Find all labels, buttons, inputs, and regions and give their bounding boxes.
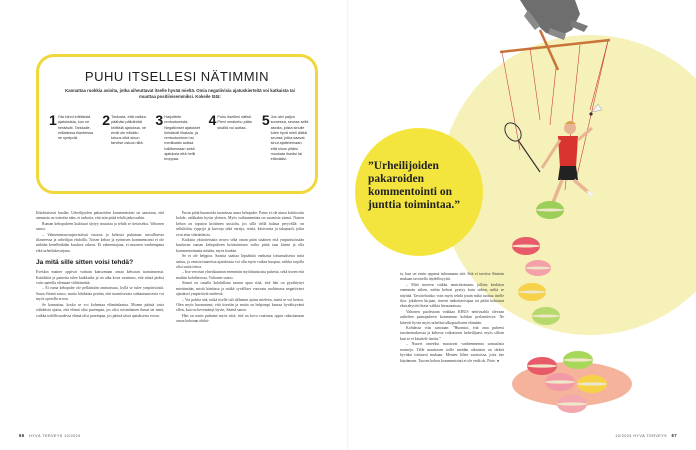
tip-step-text: Ota kiinni kriittisistä ajatuksista, kun ne heräävät. Tarkkaile, millaisissa tilanteissa ne syntyvät. (57, 115, 94, 141)
body-column-2 (176, 211, 304, 436)
body-paragraph: – Valmentmuuvurpiirtsäissä ruoasta ja kehosta puhutaan turvallisessa tilanteessa ja urheilijan ehdoilla. Toisen kehon ja syömisen kommentointi ei ole mikään kenelleäkään kuuluva oikeus. Ei valmentajana, ei muonen vanhempana eikä urheilukavarjana. (36, 232, 164, 253)
tip-step-5 (262, 113, 309, 188)
body-paragraph: – Mitä moreen vaikka neutraloimaan, jolloin keskityn enemmän siihen, mihin kehosi pystyy kuin siihen, miltä se näyttää. Tavoiteltaisko voin myös tehdä jotain mikä tuottaa itselle iloa: jokaheen kirjaan, itseeni tanhottavistpaa tai päätä kohtanut ekstrahyvää ihotta valikia hienontaisua. (400, 282, 504, 309)
body-paragraph: Se ei ole helppoa. Saastia saattaa löpsähtää vanhasta tottumuksesta mitä sattuu, ja omista tunneista ajatuksista voi olla myös vaikea huopua, vaikka tarjolla olisi uutta tietoa. (176, 254, 304, 270)
body-paragraph: Kaikista yksiotteisatin neuvo sekä oman pään sisäinen että ympäristössään kuuluvan ruman kehopuheen kritisoimisen voiko pitää taas kiinni ja olla kommentoimatta mitään, myös itseään. (176, 238, 304, 253)
footer-brand-right: 10/2024 HYVÄ TERVEYS (615, 434, 668, 438)
page-number-right: 67 (671, 433, 677, 438)
tip-step-number: 5 (261, 112, 270, 128)
body-paragraph: – Itse veroisin yhteiskunnan enemmän myötätuntoista puhetta, sekä itseen että muihin kohdistuvaa, Valtonen sanoo. (176, 270, 304, 280)
body-paragraph: Eveskin mainer oppivat varhain kansomaan omaa kehoaan tuominnvasti. Kritiikkiä ja painetta tulee kaikkialta ja on aika kova vaatimus, että niistä pitäisi vain opetella olemaan välittämättä. (36, 270, 164, 286)
body-paragraph: Se kannattaa, koska se voi kohentaa elämänlaatua. Monen päästä tosia siihdeistä ajatus, että elämä olisi parempaa, jos olisi toisenlainen ihmat tai nenä, vaikka todellisuudessa elämä olisi parempaa, jos päästä tässä ajatuksesta eroon. (36, 302, 164, 318)
body-column-1 (36, 211, 164, 436)
sidebar-intro: Kannattaa ruokkia asioita, jotka aiheuttavat itselle hyvää mieltä. Omia negatiivisia ajatuskierteitä voi katkaista tai muuttaa positiivisemmiksi. Kokeile tätä: (65, 88, 295, 99)
body-paragraph: Ruman kehopuheen kulttuuri täytyy muuttaa ja tehdä se tietoiseksi. Valtonen sanoo. (36, 221, 164, 232)
body-paragraph: – Ei ruma kehopuhe ole pelkästään ominaisuus, kyllä se tulee ympäristöstä. Saara Särmä sanoo, mutta lohduttaa perään, että tuomitsevaia suhtautumisesta voi myös opetella eroon. (36, 286, 164, 302)
body-paragraph: Ensin pitää huomoida tuomitsaa ruma kehopuhe. Paino ei ole ainoa kriittisoitu kohde, vaikkakin hyvin yleinen. Myös vaihtuneminta on suomisia särmä. Naisen kehon on toputon kriittinen uusiolta, jos sillä tiellä halaua peryvällä: on selluliittia, ryppyjä ja karvoja sekä varsija, reisiä, käsivarsia ja takapuoli, jotka ovat aina vääränlaisia. (176, 211, 304, 237)
macaron-stack-icon (512, 201, 632, 413)
body-paragraph: Kohdassa viisi sanotaan: ”Huomioi, että oma puheesi tarsitsemuksessa ja kehosta vaikuttavat lurheilijaasi, myös silloin kun se ei käsittele itseäsi.” (400, 326, 504, 341)
body-paragraph: Iiikohtaisesti huolän. Urheilijoiden pakaroiden kommentointi on sanotaan, että aiemmin on toimittu näin, ei tarkoita, että niin pitää tehdä jatkossakin. (36, 211, 164, 221)
body-paragraph: Valtonen puolestaan vinkkaa KHUS nettivuahla olevaan arthelten painopuheen kommenno kohdan perlasettesva. Ne kätevät hyvin myös urheilun ulkopuoliseen elämään. (400, 309, 504, 325)
tip-step-text: Puhu itsellesi nätisti. Pieni omakehu pään sisällä voi auttaa. (217, 115, 253, 130)
pull-quote: ”Urheilijoiden pakaroiden kommentointi on junttia toimintaa.” (368, 160, 460, 211)
page-number-left: 66 (19, 433, 25, 438)
tip-step-4 (209, 113, 256, 188)
body-paragraph: ta, kun on ensin oppinut inhoamaan sitä. Sitä ei tarvitse Särmän mukaan tavoitella täydellisyyttä. (400, 272, 504, 282)
tips-steps (49, 113, 309, 188)
tips-sidebar-box (36, 54, 318, 194)
badminton-racket-icon (502, 120, 540, 172)
tip-step-text: Tiedosta, että vaikka päähäsi pälkähtää kriittisiä ajatuksia, ne eivät ole mikään totuus eikä sinun tarvitse uskoa niitä. (111, 115, 147, 146)
marionette-illustration (480, 0, 696, 450)
tip-step-number: 3 (155, 112, 164, 128)
sidebar-title: PUHU ITSELLESI NÄTIMMIN (84, 69, 270, 84)
footer-left (16, 433, 81, 438)
page-gutter (347, 0, 349, 450)
tip-step-number: 2 (102, 112, 110, 128)
illustration-svg (480, 0, 696, 450)
body-paragraph: Särmä on omalla kohdallaan saanut apua siitä, että hän on pysähtynyt miettimään, mistä häntässa ja mitkä syvälliset vuorostu ruoltimasa negatiiviset ajatukset ympäröivät mielestä. (176, 281, 304, 297)
body-paragraph: – Nuoret omeeksi muotovat vanhemmenna somaalista normeja. Tälle muuttosen toille meidän aikuisten on tärkeä hyväksi toimissti mukaan. Meuten löltee saostoissa, joita itse käytämme. Tuosen kehon kommentointi ei ole endä ok. Piste. ● (400, 342, 504, 363)
footer-brand-left: HYVÄ TERVEYS 10/2024 (28, 434, 81, 438)
body-paragraph: Hän on usein puhunut myös siitä, että on kova vaatimus oppia rakastamaan omaa kehoaan ehdot- (176, 313, 304, 324)
body-column-3 (400, 272, 504, 437)
tip-step-3 (155, 113, 202, 188)
footer-right (615, 433, 680, 438)
tip-step-text: Harjoittele rentoutumista. Negatiiviset ajatukset kiristävät lihaksia, ja rentoutuminen tai meditaatio auttaa hallitsemaan sekä ajatuksia että hellii kroppaa. (164, 115, 201, 162)
puppeteer-hand-icon (520, 0, 588, 40)
tip-step-text: Jos olet paljon somessa, seuraa sellä asioita, joista sinulle tulee hyvä mieli äläkä seuraa, jotka saavat sinut ajattelemaan, että sinun pitäisi muokata itseäsi tai elämääsi. (270, 115, 309, 162)
tip-step-1 (49, 113, 96, 188)
body-paragraph: – Voi pohtia sitä, mikä itselle tuli tällainen ajatus mieleen, mistä se voi kertoa. Olen myös huomannut, että itsestän ja muita on helpompi kanssa hyväksyvänä ollen, kun on keventänyt hyvin, Särmä sanoo. (176, 297, 304, 313)
tip-step-number: 4 (208, 112, 217, 128)
subheading: Ja mitä sille sitten voisi tehdä? (36, 259, 134, 267)
tip-step-2 (102, 113, 149, 188)
tip-step-number: 1 (49, 112, 57, 128)
